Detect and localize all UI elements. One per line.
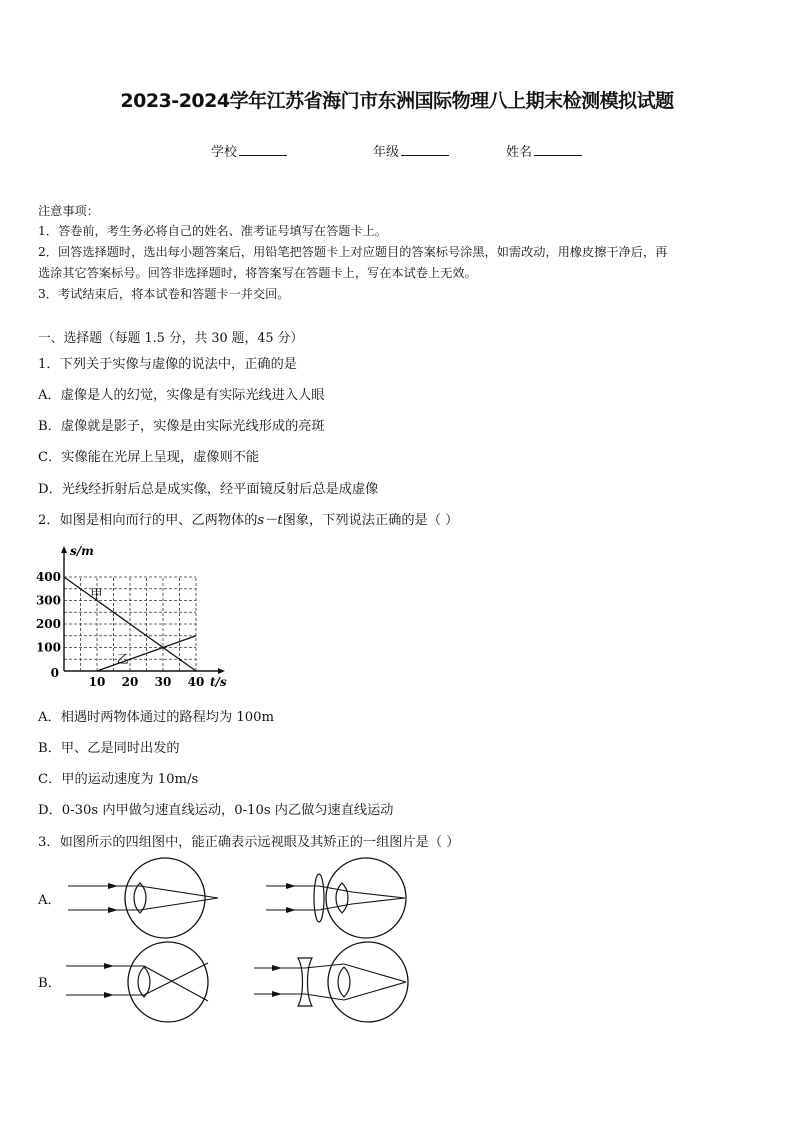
q2-option-d[interactable]: D．0-30s 内甲做匀速直线运动，0-10s 内乙做匀速直线运动 <box>38 803 394 818</box>
q2-option-c[interactable]: C．甲的运动速度为 10m/s <box>38 772 199 787</box>
arrowhead <box>272 991 282 997</box>
eyeball <box>326 858 406 938</box>
eye-lens <box>336 883 348 913</box>
notice-item-3: 3．考试结束后，将本试卷和答题卡一并交回。 <box>38 287 290 301</box>
q2-stem-var: s－t <box>257 513 283 528</box>
series-label-yi: 乙 <box>116 651 129 666</box>
x-tick-label: 10 <box>88 675 106 689</box>
school-blank[interactable] <box>239 143 287 156</box>
light-ray <box>144 963 208 995</box>
light-ray <box>140 898 218 910</box>
eyeball <box>128 942 208 1022</box>
arrowhead <box>272 965 282 971</box>
q1-stem: 1．下列关于实像与虚像的说法中，正确的是 <box>38 357 297 372</box>
section-heading: 一、选择题（每题 1.5 分，共 30 题，45 分） <box>38 331 304 346</box>
grade-label: 年级 <box>373 145 400 160</box>
light-ray <box>344 982 406 1000</box>
arrowhead <box>286 883 296 889</box>
q2-stem-post: 图象，下列说法正确的是（ ） <box>282 513 459 528</box>
school-field[interactable] <box>211 141 287 160</box>
q3-option-a-label[interactable]: A． <box>38 893 61 908</box>
q1-option-a[interactable]: A．虚像是人的幻觉，实像是有实际光线进入人眼 <box>38 388 325 403</box>
origin-label: 0 <box>50 666 59 680</box>
notice-item-2a: 2．回答选择题时，选出每小题答案后，用铅笔把答题卡上对应题目的答案标号涂黑，如需改动，用橡皮擦干净后，再 <box>38 245 668 259</box>
q3-a-right-diagram <box>262 855 412 941</box>
y-axis-label: s/m <box>70 544 94 558</box>
q3-a-left-diagram <box>60 855 230 941</box>
x-tick-label: 40 <box>187 675 205 689</box>
arrowhead <box>104 992 114 998</box>
x-tick-label: 20 <box>121 675 139 689</box>
y-tick-label: 300 <box>35 593 61 608</box>
eyeball <box>328 942 408 1022</box>
q1-option-b[interactable]: B．虚像就是影子，实像是由实际光线形成的亮斑 <box>38 419 325 434</box>
concave-lens <box>298 958 312 1006</box>
name-blank[interactable] <box>534 143 582 156</box>
light-ray <box>144 966 208 1001</box>
q1-option-d[interactable]: D．光线经折射后总是成实像，经平面镜反射后总是成虚像 <box>38 482 379 497</box>
notice-item-1: 1．答卷前，考生务必将自己的姓名、准考证号填写在答题卡上。 <box>38 224 388 238</box>
name-label: 姓名 <box>506 145 533 160</box>
q3-b-left-diagram <box>60 939 220 1025</box>
q2-option-a[interactable]: A．相遇时两物体通过的路程均为 100m <box>38 710 275 725</box>
y-tick-label: 100 <box>35 640 61 655</box>
q2-stem-pre: 2．如图是相向而行的甲、乙两物体的 <box>38 513 258 528</box>
light-ray <box>352 898 405 904</box>
light-ray <box>305 994 344 1000</box>
notice-heading: 注意事项： <box>38 204 99 218</box>
light-ray <box>305 964 344 968</box>
convex-lens <box>314 874 324 922</box>
y-axis-arrow <box>61 546 67 553</box>
school-label: 学校 <box>211 145 238 160</box>
name-field[interactable] <box>506 141 582 160</box>
x-tick-label: 30 <box>154 675 172 689</box>
arrowhead <box>104 963 114 969</box>
arrowhead <box>108 883 118 889</box>
light-ray <box>344 964 406 982</box>
st-chart <box>34 541 234 693</box>
light-ray <box>140 886 218 898</box>
arrowhead <box>286 907 296 913</box>
grade-blank[interactable] <box>401 143 449 156</box>
q3-option-b-label[interactable]: B． <box>38 976 61 991</box>
light-ray <box>352 892 405 898</box>
q2-stem <box>38 509 458 528</box>
q3-b-right-diagram <box>252 939 422 1025</box>
y-tick-label: 200 <box>35 617 61 631</box>
q2-option-b[interactable]: B．甲、乙是同时出发的 <box>38 741 180 756</box>
x-axis-arrow <box>218 668 225 674</box>
arrowhead <box>108 907 118 913</box>
x-axis-label: t/s <box>210 675 227 689</box>
eye-lens <box>338 967 350 997</box>
eye-lens <box>134 883 146 913</box>
grade-field[interactable] <box>373 141 449 160</box>
y-tick-label: 400 <box>35 570 61 584</box>
eyeball <box>125 858 205 938</box>
notice-item-2b: 选涂其它答案标号。回答非选择题时，将答案写在答题卡上，写在本试卷上无效。 <box>38 266 477 280</box>
series-label-jia: 甲 <box>90 587 103 602</box>
q3-stem: 3．如图所示的四组图中，能正确表示远视眼及其矫正的一组图片是（ ） <box>38 835 460 850</box>
q1-option-c[interactable]: C．实像能在光屏上呈现，虚像则不能 <box>38 450 260 465</box>
page-title: 2023-2024学年江苏省海门市东洲国际物理八上期末检测模拟试题 <box>120 90 674 112</box>
